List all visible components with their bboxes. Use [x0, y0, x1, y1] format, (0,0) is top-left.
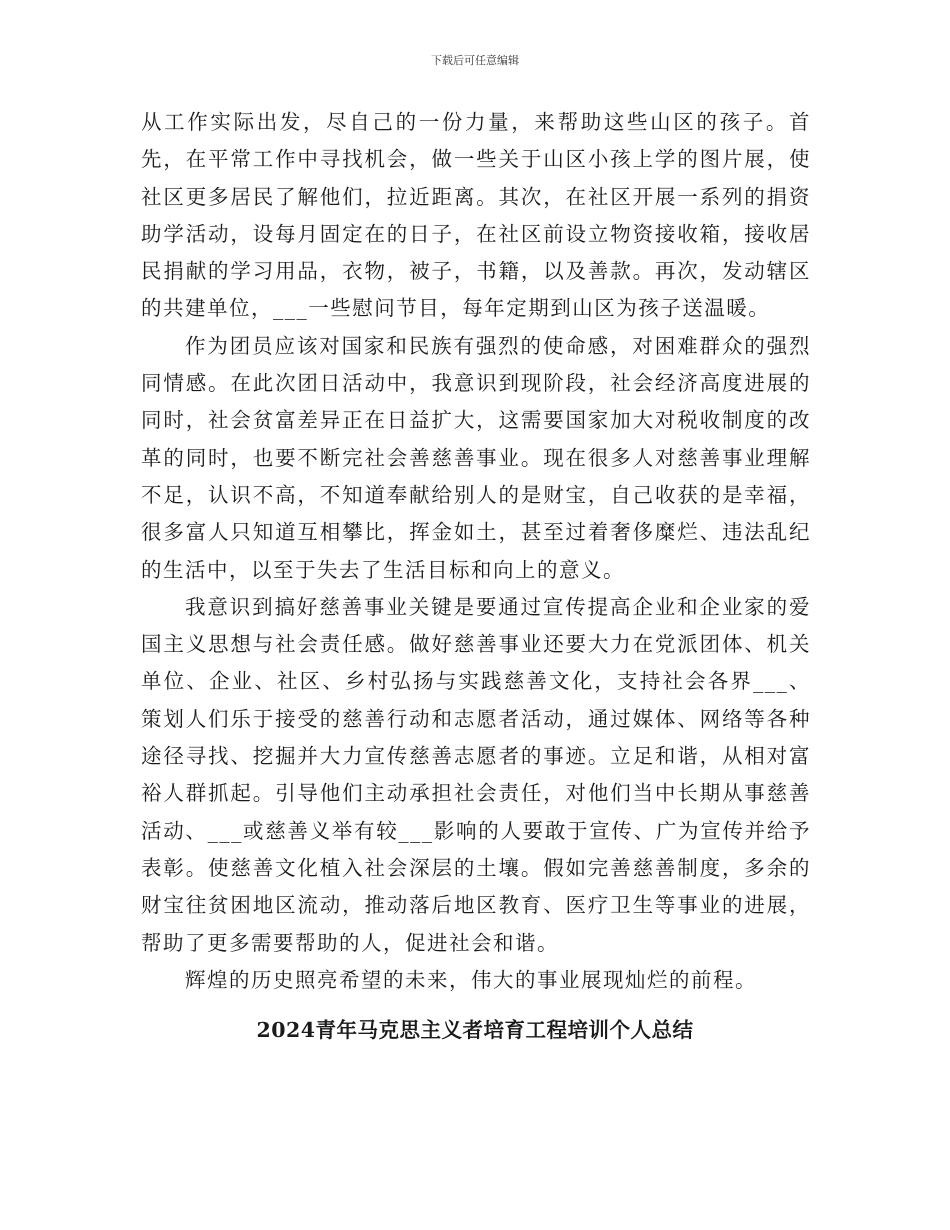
paragraph: 我意识到搞好慈善事业关键是要通过宣传提高企业和企业家的爱国主义思想与社会责任感。做好慈善事业还要大力在党派团体、机关单位、企业、社区、乡村弘扬与实践慈善文化，支持社会各界___、策划人们乐于接受的慈善行动和志愿者活动，通过媒体、网络等各种途径寻找、挖掘并大力宣传慈善志愿者的事迹。立足和谐，从相对富裕人群抓起。引导他们主动承担社会责任，对他们当中长期从事慈善活动、___或慈善义举有较___影响的人要敢于宣传、广为宣传并给予表彰。使慈善文化植入社会深层的土壤。假如完善慈善制度，多余的财宝往贫困地区流动，推动落后地区教育、医疗卫生等事业的进展，帮助了更多需要帮助的人，促进社会和谐。 — [141, 594, 811, 955]
paragraph: 作为团员应该对国家和民族有强烈的使命感，对困难群众的强烈同情感。在此次团日活动中，我意识到现阶段，社会经济高度进展的同时，社会贫富差异正在日益扩大，这需要国家加大对税收制度的改革的同时，也要不断完社会善慈善事业。现在很多人对慈善事业理解不足，认识不高，不知道奉献给别人的是财宝，自己收获的是幸福，很多富人只知道互相攀比，挥金如土，甚至过着奢侈糜烂、违法乱纪的生活中，以至于失去了生活目标和向上的意义。 — [141, 333, 811, 582]
paragraph: 辉煌的历史照亮希望的未来，伟大的事业展现灿烂的前程。 — [185, 967, 757, 992]
document-body — [141, 104, 811, 999]
section-heading: 2024青年马克思主义者培育工程培训个人总结 — [256, 1018, 694, 1042]
paragraph: 从工作实际出发，尽自己的一份力量，来帮助这些山区的孩子。首先，在平常工作中寻找机会，做一些关于山区小孩上学的图片展，使社区更多居民了解他们，拉近距离。其次，在社区开展一系列的捐资助学活动，设每月固定在的日子，在社区前设立物资接收箱，接收居民捐献的学习用品，衣物，被子，书籍，以及善款。再次，发动辖区的共建单位，___一些慰问节目，每年定期到山区为孩子送温暖。 — [141, 110, 811, 321]
page-header-note: 下载后可任意编辑 — [431, 54, 519, 67]
